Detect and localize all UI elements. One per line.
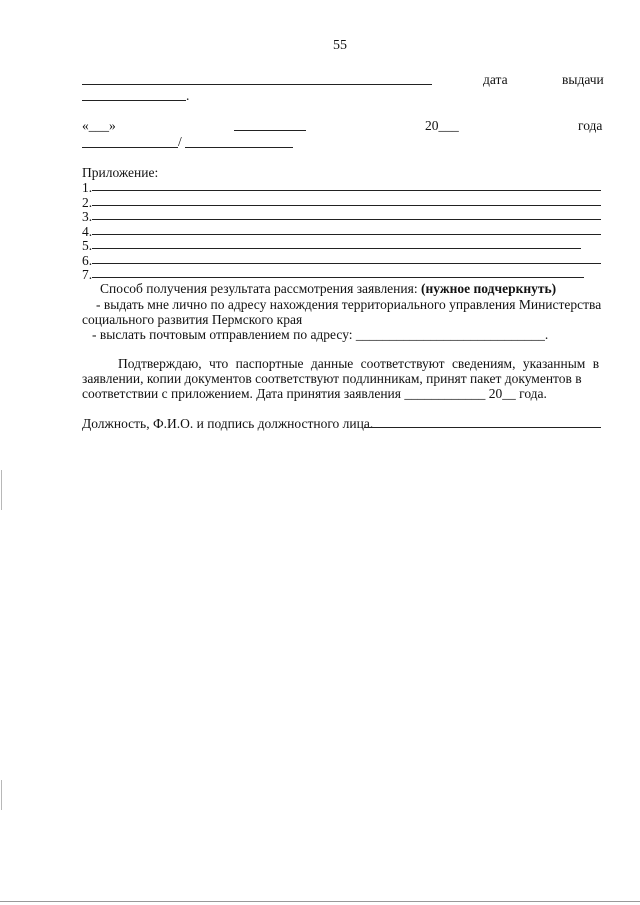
result-method-emphasis: (нужное подчеркнуть) — [420, 281, 557, 296]
scan-edge-mark — [1, 780, 2, 810]
confirmation-line: Подтверждаю, что паспортные данные соответствуют сведениям, указанным в — [118, 356, 600, 371]
option-send-by-mail[interactable]: - выслать почтовым отправлением по адресу: ____________________________. — [92, 327, 549, 342]
attachment-item-line[interactable] — [92, 248, 581, 249]
year-word: года — [578, 118, 603, 133]
attachment-item-line[interactable] — [92, 219, 601, 220]
confirmation-line: соответствии с приложением. Дата принятия заявления ____________ 20__ года. — [82, 386, 547, 401]
scan-bottom-edge — [0, 901, 640, 902]
slash-separator: / — [178, 134, 182, 149]
attachment-item-line[interactable] — [92, 234, 601, 235]
official-signature-label: Должность, Ф.И.О. и подпись должностного лица. — [82, 416, 374, 431]
option-deliver-in-person-cont[interactable]: социального развития Пермского края — [82, 312, 303, 327]
name-blank-line[interactable] — [185, 147, 293, 148]
result-method-heading — [100, 281, 556, 297]
issuer-blank-line[interactable] — [82, 84, 432, 85]
attachment-item-line[interactable] — [92, 277, 584, 278]
attachment-item-number: 2. — [82, 195, 93, 210]
page-number: 55 — [333, 38, 347, 53]
official-signature-line[interactable] — [364, 427, 601, 428]
issue-label: выдачи — [562, 72, 604, 87]
issue-date-label: дата — [483, 72, 508, 87]
attachment-item-number: 3. — [82, 209, 93, 224]
attachment-item-line[interactable] — [92, 205, 601, 206]
year-blank[interactable]: 20___ — [425, 118, 459, 133]
result-method-text: Способ получения результата рассмотрения заявления: — [100, 281, 421, 296]
issue-date-blank-line[interactable] — [82, 100, 186, 101]
attachment-title: Приложение: — [82, 165, 159, 180]
attachment-item-line[interactable] — [92, 263, 601, 264]
confirmation-line: заявлении, копии документов соответствуют подлинникам, принят пакет документов в — [82, 371, 582, 386]
month-blank-line[interactable] — [234, 130, 306, 131]
attachment-item-number: 1. — [82, 180, 93, 195]
attachment-item-line[interactable] — [92, 190, 601, 191]
day-blank[interactable]: «___» — [82, 118, 116, 133]
scan-edge-mark — [1, 470, 2, 510]
trailing-dot: . — [186, 88, 190, 103]
attachment-item-number: 5. — [82, 238, 93, 253]
attachment-item-number: 7. — [82, 267, 93, 282]
attachment-item-number: 6. — [82, 253, 93, 268]
signature-blank-line[interactable] — [82, 147, 178, 148]
attachment-item-number: 4. — [82, 224, 93, 239]
option-deliver-in-person[interactable]: - выдать мне лично по адресу нахождения территориального управления Министерства — [96, 297, 602, 312]
